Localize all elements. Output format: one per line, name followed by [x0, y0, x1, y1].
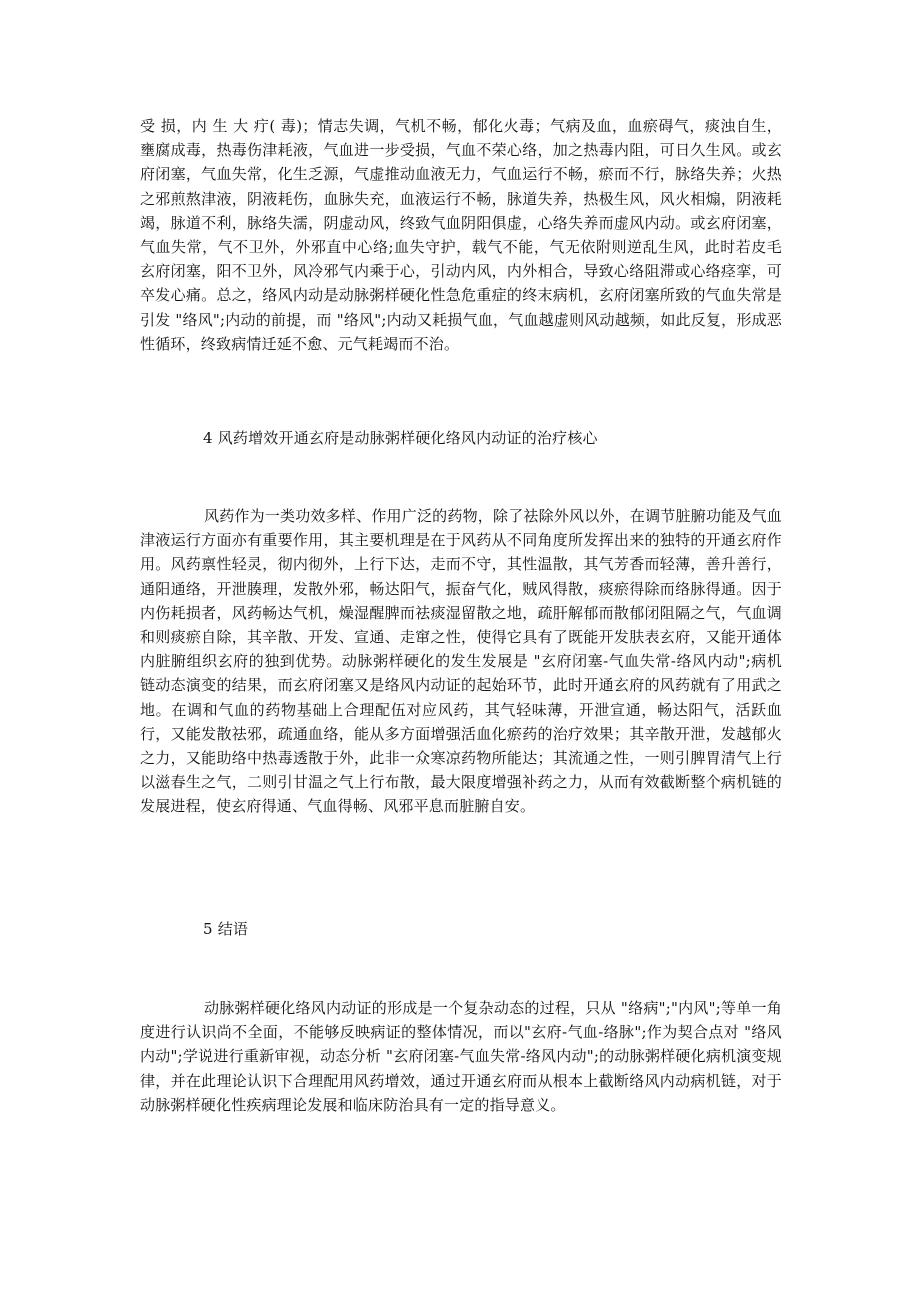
body-paragraph-pathogenesis: 受 损，内 生 大 疔( 毒)；情志失调，气机不畅，郁化火毒；气病及血，血瘀碍气，痰浊自生，壅腐成毒，热毒伤津耗液，气血进一步受损，气血不荣心络，加之热毒内阻，可日久生风。或玄府闭塞，气血失常，化生乏源，气虚推动血液无力，气血运行不畅，瘀而不行，脉络失养；火热之邪煎熬津液，阴液耗伤，血脉失充，血液运行不畅，脉道失养，热极生风，风火相煽，阴液耗竭，脉道不利，脉络失濡，阴虚动风，终致气血阴阳俱虚，心络失养而虚风内动。或玄府闭塞，气血失常，气不卫外，外邪直中心络;血失守护，载气不能，气无依附则逆乱生风，此时若皮毛玄府闭塞，阳不卫外，风冷邪气内乘于心，引动内风，内外相合，导致心络阻滞或心络痉挛，可卒发心痛。总之，络风内动是动脉粥样硬化性急危重症的终末病机，玄府闭塞所致的气血失常是引发 "络风";内动的前提，而 "络风";内动又耗损气血，气血越虚则风动越频，如此反复，形成恶性循环，终致病情迁延不愈、元气耗竭而不治。: [140, 117, 782, 353]
body-paragraph-conclusion: 动脉粥样硬化络风内动证的形成是一个复杂动态的过程，只从 "络病";"内风";等单一角度进行认识尚不全面，不能够反映病证的整体情况，而以"玄府-气血-络脉";作为契合点对 "络风内动";学说进行重新审视，动态分析 "玄府闭塞-气血失常-络风内动";的动脉粥样硬化病机演变规律，并在此理论认识下合理配用风药增效，通过开通玄府而从根本上截断络风内动病机链，对于动脉粥样硬化性疾病理论发展和临床防治具有一定的指导意义。: [140, 999, 782, 1114]
section-heading-5: 5 结语: [203, 920, 249, 938]
body-paragraph-treatment: 风药作为一类功效多样、作用广泛的药物，除了祛除外风以外，在调节脏腑功能及气血津液运行方面亦有重要作用，其主要机理是在于风药从不同角度所发挥出来的独特的开通玄府作用。风药禀性轻灵，彻内彻外，上行下达，走而不守，其性温散，其气芳香而轻薄，善升善行，通阳通络，开泄腠理，发散外邪，畅达阳气，振奋气化，贼风得散，痰瘀得除而络脉得通。因于内伤耗损者，风药畅达气机，燥湿醒脾而祛痰湿留散之地，疏肝解郁而散郁闭阻隔之气，气血调和则痰瘀自除，其辛散、开发、宣通、走窜之性，使得它具有了既能开发肤表玄府，又能开通体内脏腑组织玄府的独到优势。动脉粥样硬化的发生发展是 "玄府闭塞-气血失常-络风内动";病机链动态演变的结果，而玄府闭塞又是络风内动证的起始环节，此时开通玄府的风药就有了用武之地。在调和气血的药物基础上合理配伍对应风药，其气轻味薄，开泄宣通，畅达阳气，活跃血行，又能发散祛邪，疏通血络，能从多方面增强活血化瘀药的治疗效果；其辛散开泄，发越郁火之力，又能助络中热毒透散于外，此非一众寒凉药物所能达；其流通之性，一则引脾胃清气上行以滋春生之气，二则引甘温之气上行布散，最大限度增强补药之力，从而有效截断整个病机链的发展进程，使玄府得通、气血得畅、风邪平息而脏腑自安。: [140, 507, 782, 816]
section-heading-4: 4 风药增效开通玄府是动脉粥样硬化络风内动证的治疗核心: [203, 429, 598, 447]
